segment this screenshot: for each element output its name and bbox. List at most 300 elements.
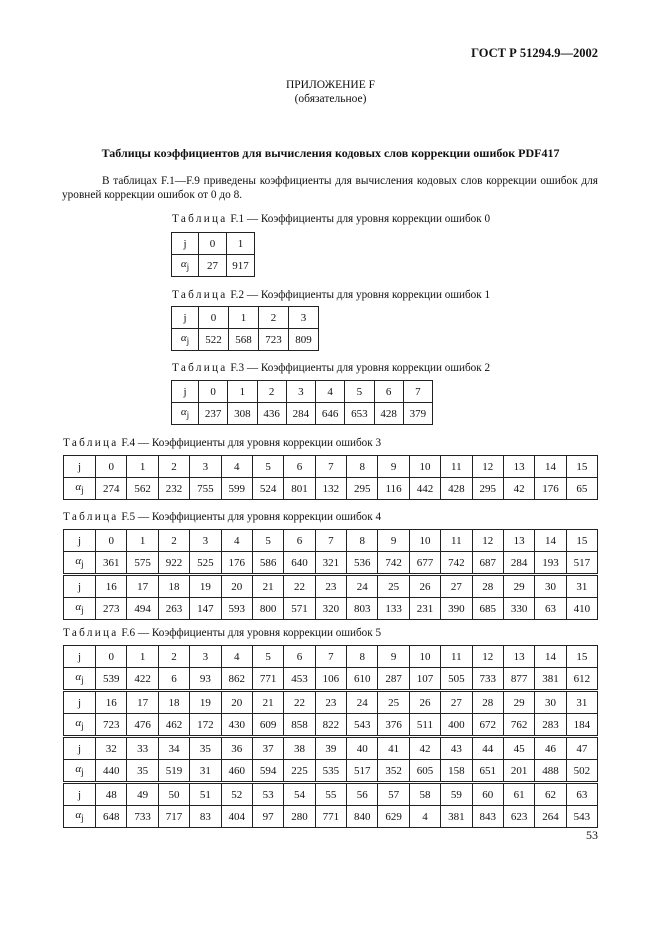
coefficient-cell: 771 [315,806,346,828]
index-cell: 2 [158,530,189,552]
coefficient-cell: 677 [409,552,440,575]
alpha-label [172,403,199,425]
index-cell: 3 [190,456,221,478]
index-row [172,307,319,329]
coefficient-cell: 284 [286,403,315,425]
index-row [64,575,598,598]
coefficient-cell: 517 [566,552,597,575]
index-cell: 48 [96,783,127,806]
coefficient-cell: 922 [158,552,189,575]
coefficient-cell: 612 [566,668,597,691]
index-cell: 10 [409,456,440,478]
coefficient-cell: 381 [441,806,472,828]
coefficient-cell: 390 [441,598,472,620]
index-cell: 30 [535,575,566,598]
index-cell: 57 [378,783,409,806]
table-caption-f1: Таблица F.1 — Коэффициенты для уровня коррекции ошибок 0 [172,213,491,225]
appendix-heading [0,78,661,106]
coefficient-cell: 502 [566,760,597,783]
index-cell: 37 [252,737,283,760]
coefficient-cell: 822 [315,714,346,737]
index-cell: 28 [472,691,503,714]
coefficient-cell: 623 [503,806,534,828]
coefficient-table-f4 [63,455,598,500]
coefficient-cell: 97 [252,806,283,828]
index-label: j [64,456,96,478]
page-number: 53 [586,828,598,842]
alpha-label [64,598,96,620]
index-cell: 32 [96,737,127,760]
alpha-subscript: j [81,813,84,824]
coefficient-cell: 605 [409,760,440,783]
coefficient-cell: 321 [315,552,346,575]
index-cell: 5 [252,646,283,668]
index-cell: 62 [535,783,566,806]
coefficient-row [64,598,598,620]
index-cell: 1 [227,233,255,255]
index-cell: 22 [284,575,315,598]
coefficient-cell: 536 [347,552,378,575]
index-cell: 20 [221,691,252,714]
index-cell: 27 [441,691,472,714]
index-cell: 7 [315,530,346,552]
index-row [64,456,598,478]
coefficient-cell: 539 [96,668,127,691]
appendix-note: (обязательное) [294,93,367,105]
coefficient-cell: 116 [378,478,409,500]
alpha-symbol: α [75,601,82,614]
index-cell: 15 [566,456,597,478]
index-cell: 12 [472,456,503,478]
index-cell: 25 [378,575,409,598]
index-cell: 24 [347,691,378,714]
alpha-symbol: α [180,332,187,345]
index-cell: 54 [284,783,315,806]
coefficient-cell: 430 [221,714,252,737]
coefficient-cell: 264 [535,806,566,828]
coefficient-cell: 453 [284,668,315,691]
coefficient-cell: 522 [199,329,229,351]
index-row [64,646,598,668]
index-cell: 5 [252,456,283,478]
index-cell: 46 [535,737,566,760]
coefficient-cell: 193 [535,552,566,575]
index-cell: 21 [252,575,283,598]
index-cell: 4 [316,381,345,403]
coefficient-cell: 400 [441,714,472,737]
coefficient-cell: 672 [472,714,503,737]
coefficient-cell: 133 [378,598,409,620]
coefficient-cell: 877 [503,668,534,691]
coefficient-cell: 107 [409,668,440,691]
coefficient-row [64,478,598,500]
coefficient-cell: 462 [158,714,189,737]
index-cell: 0 [96,456,127,478]
index-cell: 29 [503,575,534,598]
index-cell: 58 [409,783,440,806]
index-cell: 1 [127,456,158,478]
index-cell: 26 [409,575,440,598]
index-cell: 22 [284,691,315,714]
index-cell: 0 [96,646,127,668]
coefficient-cell: 93 [190,668,221,691]
coefficient-table-f3 [171,380,433,425]
index-label: j [64,575,96,598]
alpha-label [64,760,96,783]
index-cell: 3 [190,646,221,668]
index-cell: 9 [378,530,409,552]
coefficient-cell: 723 [259,329,289,351]
coefficient-cell: 379 [403,403,432,425]
coefficient-cell: 862 [221,668,252,691]
index-cell: 6 [374,381,403,403]
coefficient-cell: 511 [409,714,440,737]
index-cell: 44 [472,737,503,760]
coefficient-row [64,668,598,691]
coefficient-row [172,329,319,351]
section-title: Таблицы коэффициентов для вычисления кодовых слов коррекции ошибок PDF417 [101,146,560,160]
index-cell: 60 [472,783,503,806]
index-cell: 2 [259,307,289,329]
coefficient-cell: 685 [472,598,503,620]
index-cell: 34 [158,737,189,760]
index-cell: 2 [257,381,286,403]
coefficient-cell: 640 [284,552,315,575]
coefficient-cell: 571 [284,598,315,620]
coefficient-cell: 225 [284,760,315,783]
coefficient-cell: 232 [158,478,189,500]
coefficient-cell: 283 [535,714,566,737]
index-cell: 42 [409,737,440,760]
index-cell: 0 [199,381,228,403]
index-cell: 35 [190,737,221,760]
coefficient-cell: 858 [284,714,315,737]
coefficient-row [64,806,598,828]
coefficient-cell: 381 [535,668,566,691]
index-cell: 7 [315,456,346,478]
coefficient-cell: 543 [347,714,378,737]
coefficient-cell: 176 [221,552,252,575]
index-cell: 5 [345,381,374,403]
coefficient-table-f6 [63,645,598,828]
table-caption-f5: Таблица F.5 — Коэффициенты для уровня коррекции ошибок 4 [63,511,382,523]
index-cell: 12 [472,646,503,668]
index-cell: 9 [378,646,409,668]
index-label: j [64,737,96,760]
alpha-subscript: j [81,721,84,732]
coefficient-cell: 917 [227,255,255,277]
index-cell: 16 [96,575,127,598]
index-cell: 17 [127,575,158,598]
coefficient-cell: 63 [535,598,566,620]
index-cell: 11 [441,456,472,478]
index-cell: 23 [315,691,346,714]
coefficient-cell: 525 [190,552,221,575]
coefficient-cell: 320 [315,598,346,620]
index-row [172,381,433,403]
index-cell: 10 [409,530,440,552]
coefficient-cell: 442 [409,478,440,500]
coefficient-cell: 562 [127,478,158,500]
index-cell: 13 [503,530,534,552]
index-cell: 39 [315,737,346,760]
coefficient-cell: 352 [378,760,409,783]
coefficient-cell: 651 [472,760,503,783]
index-cell: 59 [441,783,472,806]
coefficient-row [172,403,433,425]
coefficient-table-f1 [171,232,255,277]
index-row [64,530,598,552]
index-cell: 45 [503,737,534,760]
alpha-symbol: α [75,717,82,730]
index-cell: 6 [284,456,315,478]
coefficient-cell: 376 [378,714,409,737]
coefficient-cell: 629 [378,806,409,828]
coefficient-cell: 237 [199,403,228,425]
alpha-symbol: α [180,406,187,419]
coefficient-cell: 280 [284,806,315,828]
coefficient-cell: 494 [127,598,158,620]
index-cell: 63 [566,783,597,806]
coefficient-cell: 519 [158,760,189,783]
index-label: j [172,233,199,255]
index-cell: 11 [441,646,472,668]
index-cell: 7 [315,646,346,668]
coefficient-cell: 6 [158,668,189,691]
alpha-subscript: j [186,262,190,273]
index-cell: 0 [199,307,229,329]
index-cell: 3 [286,381,315,403]
coefficient-cell: 361 [96,552,127,575]
index-cell: 47 [566,737,597,760]
alpha-symbol: α [75,763,82,776]
index-cell: 53 [252,783,283,806]
alpha-symbol: α [75,481,82,494]
coefficient-cell: 436 [257,403,286,425]
document-header: ГОСТ Р 51294.9—2002 [471,46,598,60]
coefficient-cell: 762 [503,714,534,737]
coefficient-cell: 287 [378,668,409,691]
coefficient-cell: 35 [127,760,158,783]
alpha-symbol: α [180,258,187,271]
index-cell: 51 [190,783,221,806]
coefficient-cell: 599 [221,478,252,500]
index-cell: 25 [378,691,409,714]
index-label: j [172,307,199,329]
index-cell: 8 [347,530,378,552]
index-cell: 6 [284,530,315,552]
index-cell: 1 [127,530,158,552]
coefficient-cell: 488 [535,760,566,783]
index-cell: 29 [503,691,534,714]
coefficient-cell: 83 [190,806,221,828]
index-cell: 5 [252,530,283,552]
coefficient-cell: 172 [190,714,221,737]
coefficient-cell: 295 [472,478,503,500]
index-label: j [64,691,96,714]
coefficient-row [64,714,598,737]
coefficient-cell: 843 [472,806,503,828]
alpha-label [64,714,96,737]
index-label: j [64,646,96,668]
index-cell: 43 [441,737,472,760]
coefficient-cell: 273 [96,598,127,620]
coefficient-cell: 742 [378,552,409,575]
coefficient-cell: 801 [284,478,315,500]
alpha-subscript: j [186,410,190,421]
coefficient-cell: 428 [374,403,403,425]
coefficient-cell: 594 [252,760,283,783]
coefficient-cell: 295 [347,478,378,500]
coefficient-cell: 65 [566,478,597,500]
index-cell: 23 [315,575,346,598]
alpha-subscript: j [81,485,84,496]
appendix-title: ПРИЛОЖЕНИЕ F [285,79,376,91]
index-cell: 2 [158,456,189,478]
index-cell: 7 [403,381,432,403]
index-cell: 3 [289,307,319,329]
index-cell: 24 [347,575,378,598]
index-cell: 0 [96,530,127,552]
index-cell: 12 [472,530,503,552]
index-cell: 2 [158,646,189,668]
index-cell: 49 [127,783,158,806]
alpha-label [64,552,96,575]
index-cell: 18 [158,575,189,598]
index-cell: 4 [221,530,252,552]
index-cell: 3 [190,530,221,552]
coefficient-cell: 330 [503,598,534,620]
coefficient-cell: 575 [127,552,158,575]
index-cell: 0 [199,233,227,255]
coefficient-cell: 42 [503,478,534,500]
coefficient-cell: 755 [190,478,221,500]
alpha-label [64,806,96,828]
index-row [64,737,598,760]
index-cell: 17 [127,691,158,714]
index-cell: 20 [221,575,252,598]
alpha-symbol: α [75,671,82,684]
coefficient-row [64,552,598,575]
index-cell: 6 [284,646,315,668]
alpha-subscript: j [81,767,84,778]
coefficient-cell: 460 [221,760,252,783]
index-cell: 55 [315,783,346,806]
coefficient-cell: 646 [316,403,345,425]
coefficient-cell: 840 [347,806,378,828]
index-cell: 31 [566,691,597,714]
index-row [64,691,598,714]
coefficient-cell: 733 [472,668,503,691]
index-cell: 56 [347,783,378,806]
coefficient-cell: 517 [347,760,378,783]
coefficient-cell: 27 [199,255,227,277]
index-label: j [64,530,96,552]
coefficient-cell: 535 [315,760,346,783]
coefficient-cell: 543 [566,806,597,828]
coefficient-table-f5 [63,529,598,620]
index-cell: 52 [221,783,252,806]
alpha-subscript: j [186,336,190,347]
index-cell: 9 [378,456,409,478]
alpha-subscript: j [81,675,84,686]
index-cell: 13 [503,456,534,478]
table-caption-f6: Таблица F.6 — Коэффициенты для уровня коррекции ошибок 5 [63,627,382,639]
index-cell: 31 [566,575,597,598]
index-label: j [64,783,96,806]
index-cell: 1 [229,307,259,329]
coefficient-cell: 723 [96,714,127,737]
coefficient-cell: 717 [158,806,189,828]
coefficient-cell: 610 [347,668,378,691]
coefficient-cell: 476 [127,714,158,737]
coefficient-cell: 524 [252,478,283,500]
index-cell: 19 [190,575,221,598]
index-cell: 27 [441,575,472,598]
coefficient-cell: 809 [289,329,319,351]
coefficient-row [64,760,598,783]
index-cell: 11 [441,530,472,552]
coefficient-cell: 263 [158,598,189,620]
index-cell: 61 [503,783,534,806]
alpha-label [172,329,199,351]
index-cell: 4 [221,646,252,668]
coefficient-cell: 440 [96,760,127,783]
alpha-subscript: j [81,559,84,570]
coefficient-cell: 201 [503,760,534,783]
intro-paragraph: В таблицах F.1—F.9 приведены коэффициенты для вычисления кодовых слов коррекции ошибок для уровней коррекции ошибок от 0 до 8. [62,175,598,201]
index-cell: 14 [535,530,566,552]
index-cell: 36 [221,737,252,760]
coefficient-cell: 568 [229,329,259,351]
table-caption-f2: Таблица F.2 — Коэффициенты для уровня коррекции ошибок 1 [172,289,491,301]
coefficient-cell: 176 [535,478,566,500]
coefficient-cell: 106 [315,668,346,691]
coefficient-cell: 593 [221,598,252,620]
coefficient-table-f2 [171,306,319,351]
coefficient-cell: 771 [252,668,283,691]
index-cell: 38 [284,737,315,760]
index-cell: 18 [158,691,189,714]
index-row [64,783,598,806]
coefficient-cell: 742 [441,552,472,575]
coefficient-cell: 284 [503,552,534,575]
index-cell: 13 [503,646,534,668]
table-caption-f4: Таблица F.4 — Коэффициенты для уровня коррекции ошибок 3 [63,437,382,449]
index-cell: 50 [158,783,189,806]
index-cell: 41 [378,737,409,760]
coefficient-cell: 422 [127,668,158,691]
index-row [172,233,255,255]
index-cell: 1 [127,646,158,668]
coefficient-cell: 147 [190,598,221,620]
alpha-subscript: j [81,605,84,616]
coefficient-cell: 428 [441,478,472,500]
coefficient-cell: 800 [252,598,283,620]
index-cell: 10 [409,646,440,668]
index-cell: 40 [347,737,378,760]
coefficient-cell: 505 [441,668,472,691]
index-cell: 16 [96,691,127,714]
index-cell: 14 [535,456,566,478]
coefficient-cell: 308 [228,403,257,425]
alpha-label [172,255,199,277]
coefficient-cell: 803 [347,598,378,620]
index-cell: 8 [347,646,378,668]
alpha-symbol: α [75,555,82,568]
index-cell: 33 [127,737,158,760]
alpha-symbol: α [75,809,82,822]
